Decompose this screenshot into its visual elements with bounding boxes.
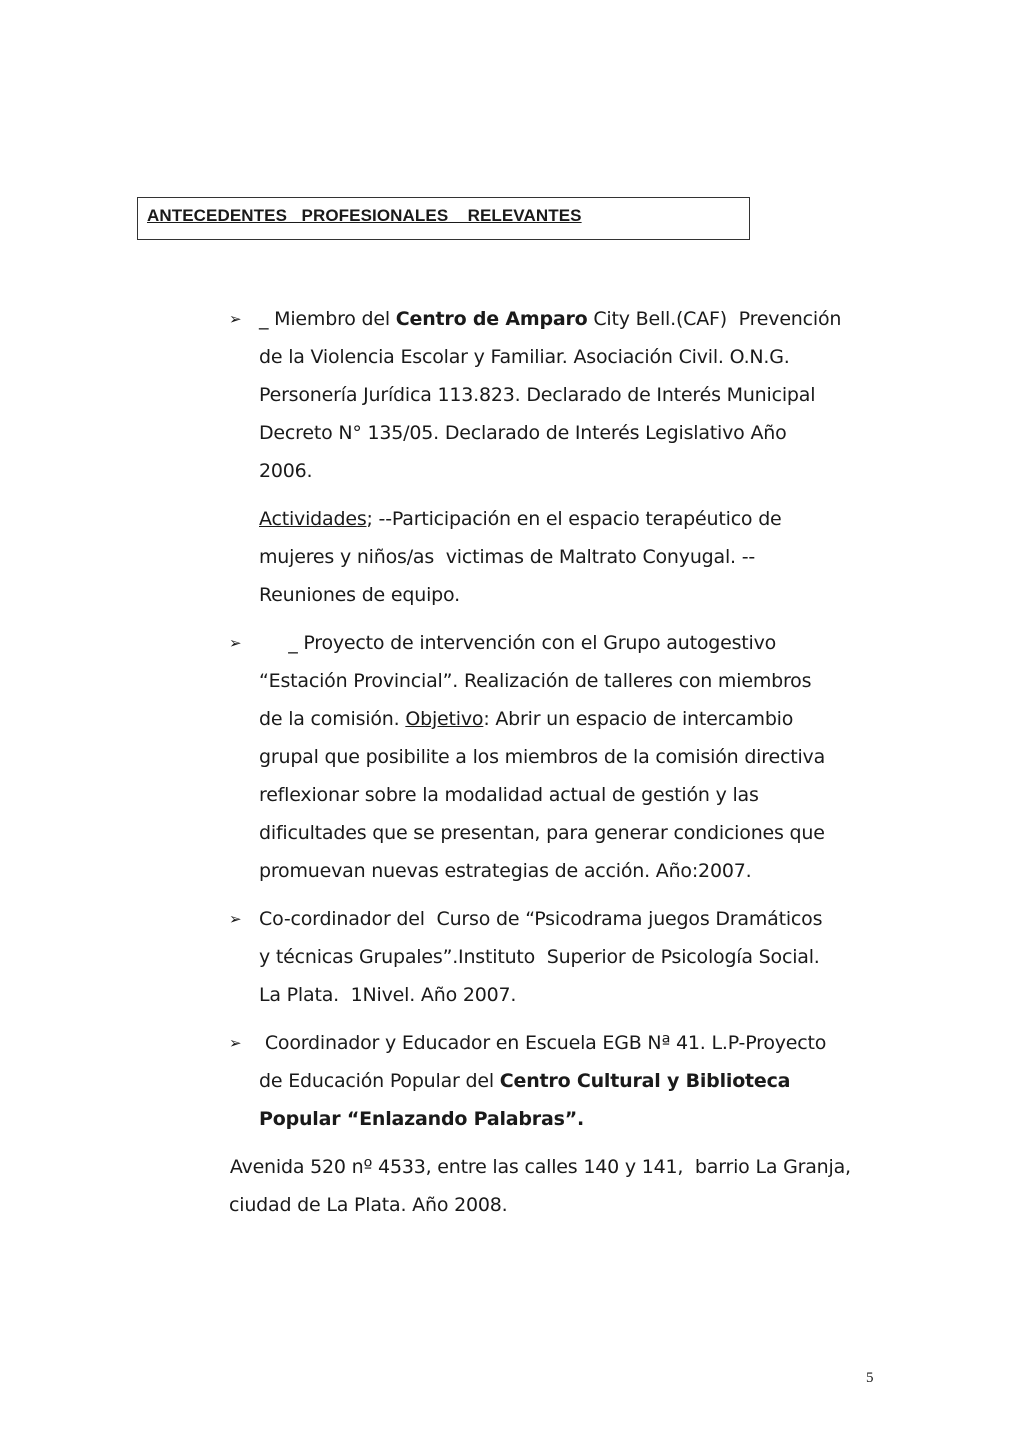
bullet-arrow-icon: ➢ [229, 310, 242, 328]
text-line: y técnicas Grupales”.Instituto Superior de Psicología Social. [259, 946, 820, 968]
text-line: grupal que posibilite a los miembros de la comisión directiva [259, 746, 826, 768]
bullet-arrow-icon: ➢ [229, 634, 242, 652]
text-line: mujeres y niños/as victimas de Maltrato Conyugal. -- [259, 546, 756, 568]
address-line: ciudad de La Plata. Año 2008. [229, 1194, 508, 1216]
text-line: La Plata. 1Nivel. Año 2007. [259, 984, 517, 1006]
section-heading: ANTECEDENTES PROFESIONALES RELEVANTES [147, 206, 582, 225]
text-line: Popular “Enlazando Palabras”. [259, 1108, 585, 1130]
text-line: _ Miembro del Centro de Amparo City Bell.(CAF) Prevención [259, 308, 842, 330]
text-line: de Educación Popular del Centro Cultural y Biblioteca [259, 1070, 791, 1092]
address-line: Avenida 520 nº 4533, entre las calles 140 y 141, barrio La Granja, [224, 1156, 851, 1178]
text-line: Co-cordinador del Curso de “Psicodrama juegos Dramáticos [259, 908, 823, 930]
page-number: 5 [866, 1370, 874, 1386]
text-line: reflexionar sobre la modalidad actual de gestión y las [259, 784, 759, 806]
text-line: Coordinador y Educador en Escuela EGB Nª 41. L.P-Proyecto [259, 1032, 827, 1054]
bullet-arrow-icon: ➢ [229, 1034, 242, 1052]
text-line: Actividades; --Participación en el espacio terapéutico de [259, 508, 782, 530]
text-line: de la Violencia Escolar y Familiar. Asociación Civil. O.N.G. [259, 346, 790, 368]
text-line: “Estación Provincial”. Realización de talleres con miembros [259, 670, 812, 692]
bullet-arrow-icon: ➢ [229, 910, 242, 928]
text-line: promuevan nuevas estrategias de acción. Año:2007. [259, 860, 752, 882]
text-line: dificultades que se presentan, para generar condiciones que [259, 822, 825, 844]
text-line: 2006. [259, 460, 313, 482]
text-line: Personería Jurídica 113.823. Declarado de Interés Municipal [259, 384, 816, 406]
text-line: de la comisión. Objetivo: Abrir un espacio de intercambio [259, 708, 794, 730]
section-heading-box [137, 197, 750, 240]
text-line: _ Proyecto de intervención con el Grupo autogestivo [259, 632, 777, 654]
text-line: Decreto N° 135/05. Declarado de Interés Legislativo Año [259, 422, 787, 444]
text-line: Reuniones de equipo. [259, 584, 460, 606]
